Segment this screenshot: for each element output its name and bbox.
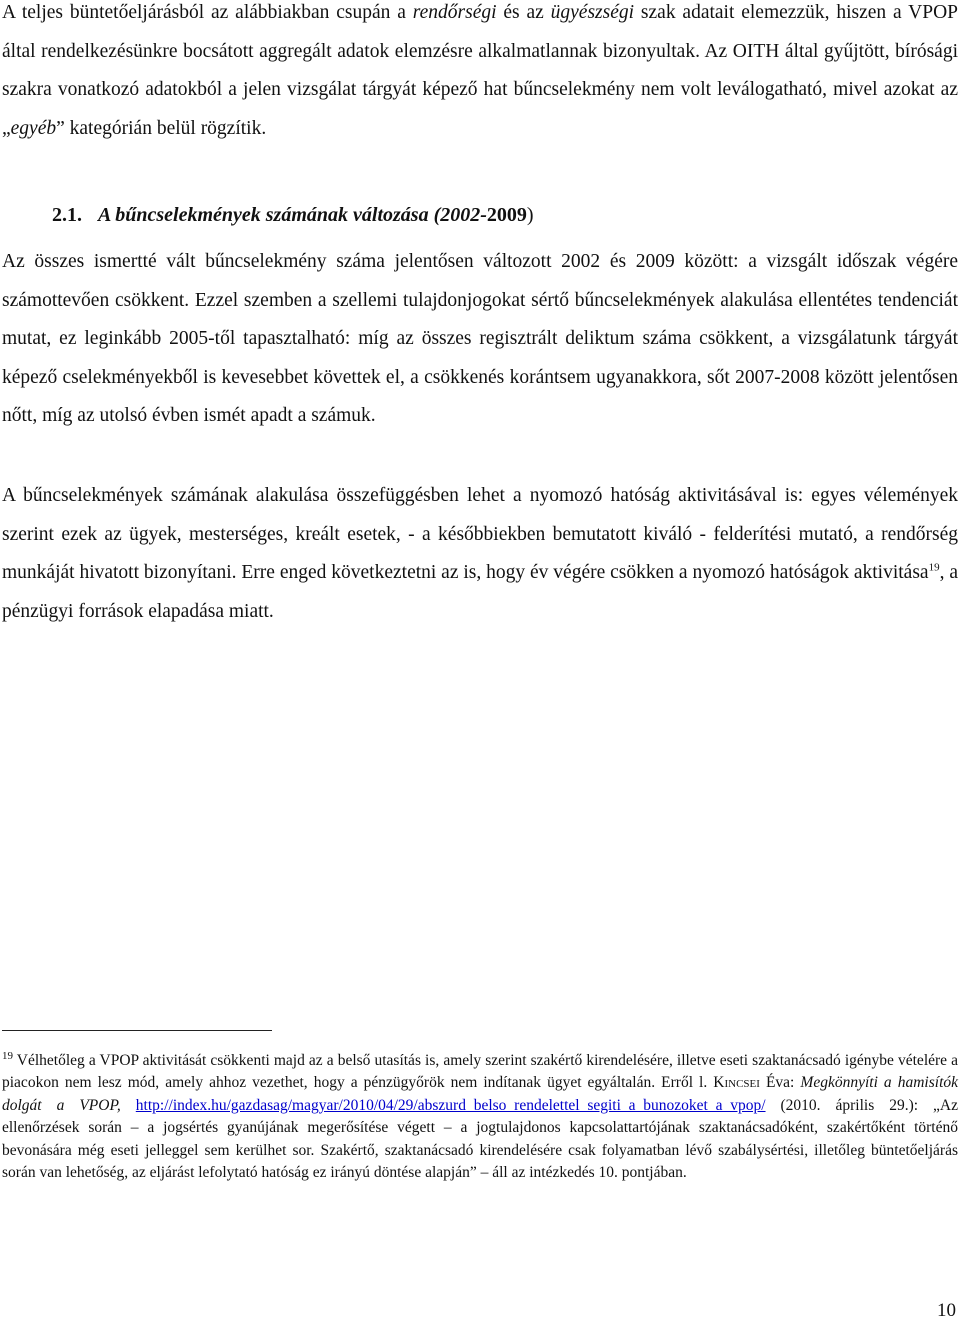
intro-italic-rendorsegi: rendőrségi <box>412 2 497 23</box>
footnote-text-2: Éva: <box>759 1074 801 1092</box>
footnote-text-3: (2010. április 29.): „Az ellenőrzések során – a jogsértés gyanújának megerősítése végett – a jogtulajdonos kapcsolattartójának szaktanácsadóként, szakértőként történő bevonására még eseti jelleggel sem kerülhet sor. Szakértő, szaktanácsadó kirendelésére csak folyamatban lévő szabálysértési, illetőleg büntetőeljárás során van lehetőség, az eljárást lefolytató hatóság ez irányú döntése alapján” – áll az intézkedés 10. pontjában. <box>2 1096 959 1182</box>
footnote-work-title: Megkönnyíti a hamisítók dolgát a VPOP, <box>2 1074 958 1114</box>
footnote-text-1: Vélhetőleg a VPOP aktivitását csökkenti majd az a belső utasítás is, amely szerint szakértő kirendelésére, illetve eseti szaktanácsadó igénybe vételére a piacokon nem lesz mód, amely ahhoz vezethet, hogy a pénzügyőrök nem indítanak ügyet egyáltalán. Erről l. <box>2 1052 958 1092</box>
footnote-separator <box>2 1030 272 1031</box>
body-paragraph-activity <box>2 477 958 631</box>
section-title-close: ) <box>526 204 534 226</box>
page-number: 10 <box>937 1300 956 1321</box>
footnote-number: 19 <box>2 1049 13 1062</box>
intro-text-1: A teljes büntetőeljárásból az alábbiakban csupán a <box>2 2 413 23</box>
footnote-author: Kincsei <box>713 1074 760 1092</box>
intro-text-3: szak adatait elemezzük, hiszen a VPOP által rendelkezésünkre bocsátott aggregált adatok elemzésre alkalmatlannak bizonyultak. Az OITH által gyűjtött, bírósági szakra vonatkozó adatokból a jelen vizsgálat tárgyát képező hat bűncselekmény nem volt leválogatható, mivel azokat az „ <box>2 2 959 139</box>
activity-text-2: , a pénzügyi források elapadása miatt. <box>2 562 959 622</box>
trends-text: Az összes ismertté vált bűncselekmény száma jelentősen változott 2002 és 2009 között: a vizsgált időszak végére számottevően csökkent. Ezzel szemben a szellemi tulajdonjogokat sértő bűncselekmények alakulása ellentétes tendenciát mutat, ez leginkább 2005-től tapasztalható: míg az összes regisztrált deliktum száma csökkent, a vizsgálatunk tárgyát képező cselekményekből is kevesebbet követtek el, a csökkenés korántsem ugyanakkora, sőt 2007-2008 között jelentősen nőtt, míg az utolsó évben ismét apadt a számuk. <box>2 251 958 427</box>
body-paragraph-trends <box>2 243 958 436</box>
intro-paragraph <box>2 0 958 148</box>
footnote-reference-19[interactable]: 19 <box>928 561 940 574</box>
section-number: 2.1. <box>52 204 82 226</box>
intro-text-4: ” kategórián belül rögzítik. <box>56 117 267 139</box>
intro-text-2: és az <box>496 2 551 23</box>
section-title: A bűncselekmények számának változása (2002- <box>98 204 487 226</box>
footnote-space <box>121 1097 136 1114</box>
intro-italic-ugyeszsegi: ügyészségi <box>550 2 635 23</box>
activity-text-1: A bűncselekmények számának alakulása összefüggésben lehet a nyomozó hatóság aktivitásával is: egyes vélemények szerint ezek az ügyek, mesterséges, kreált esetek, - a későbbiekben bemutatott kiváló - felderítési mutató, a rendőrség munkáját hivatott bizonyítani. Erre enged következtetni az is, hogy év végére csökken a nyomozó hatóságok aktivitása <box>2 485 958 584</box>
footnote-19 <box>2 1050 958 1184</box>
footnote-source-link[interactable]: http://index.hu/gazdasag/magyar/2010/04/29/abszurd_belso_rendelettel_segiti_a_bunozoket_a_vpop/ <box>135 1096 766 1114</box>
section-title-year: 2009 <box>486 204 527 226</box>
intro-italic-egyeb: egyéb <box>10 117 57 139</box>
section-heading <box>52 200 534 230</box>
